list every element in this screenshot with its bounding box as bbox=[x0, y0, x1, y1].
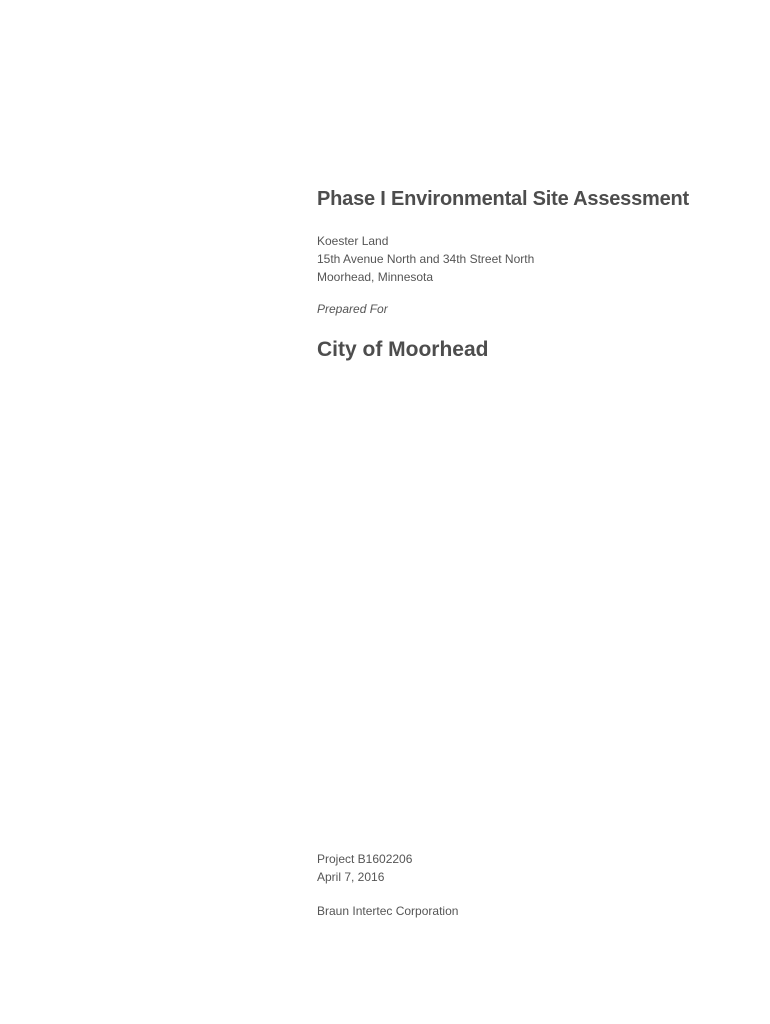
site-address bbox=[317, 232, 737, 286]
site-city-state: Moorhead, Minnesota bbox=[317, 270, 434, 284]
site-street: 15th Avenue North and 34th Street North bbox=[317, 252, 535, 266]
prepared-for-label: Prepared For bbox=[317, 302, 388, 316]
company-name: Braun Intertec Corporation bbox=[317, 904, 459, 918]
project-number: Project B1602206 bbox=[317, 852, 413, 866]
project-info bbox=[317, 850, 737, 886]
client-name: City of Moorhead bbox=[317, 338, 489, 361]
report-date: April 7, 2016 bbox=[317, 870, 385, 884]
document-title: Phase I Environmental Site Assessment bbox=[317, 188, 690, 210]
site-name: Koester Land bbox=[317, 234, 389, 248]
